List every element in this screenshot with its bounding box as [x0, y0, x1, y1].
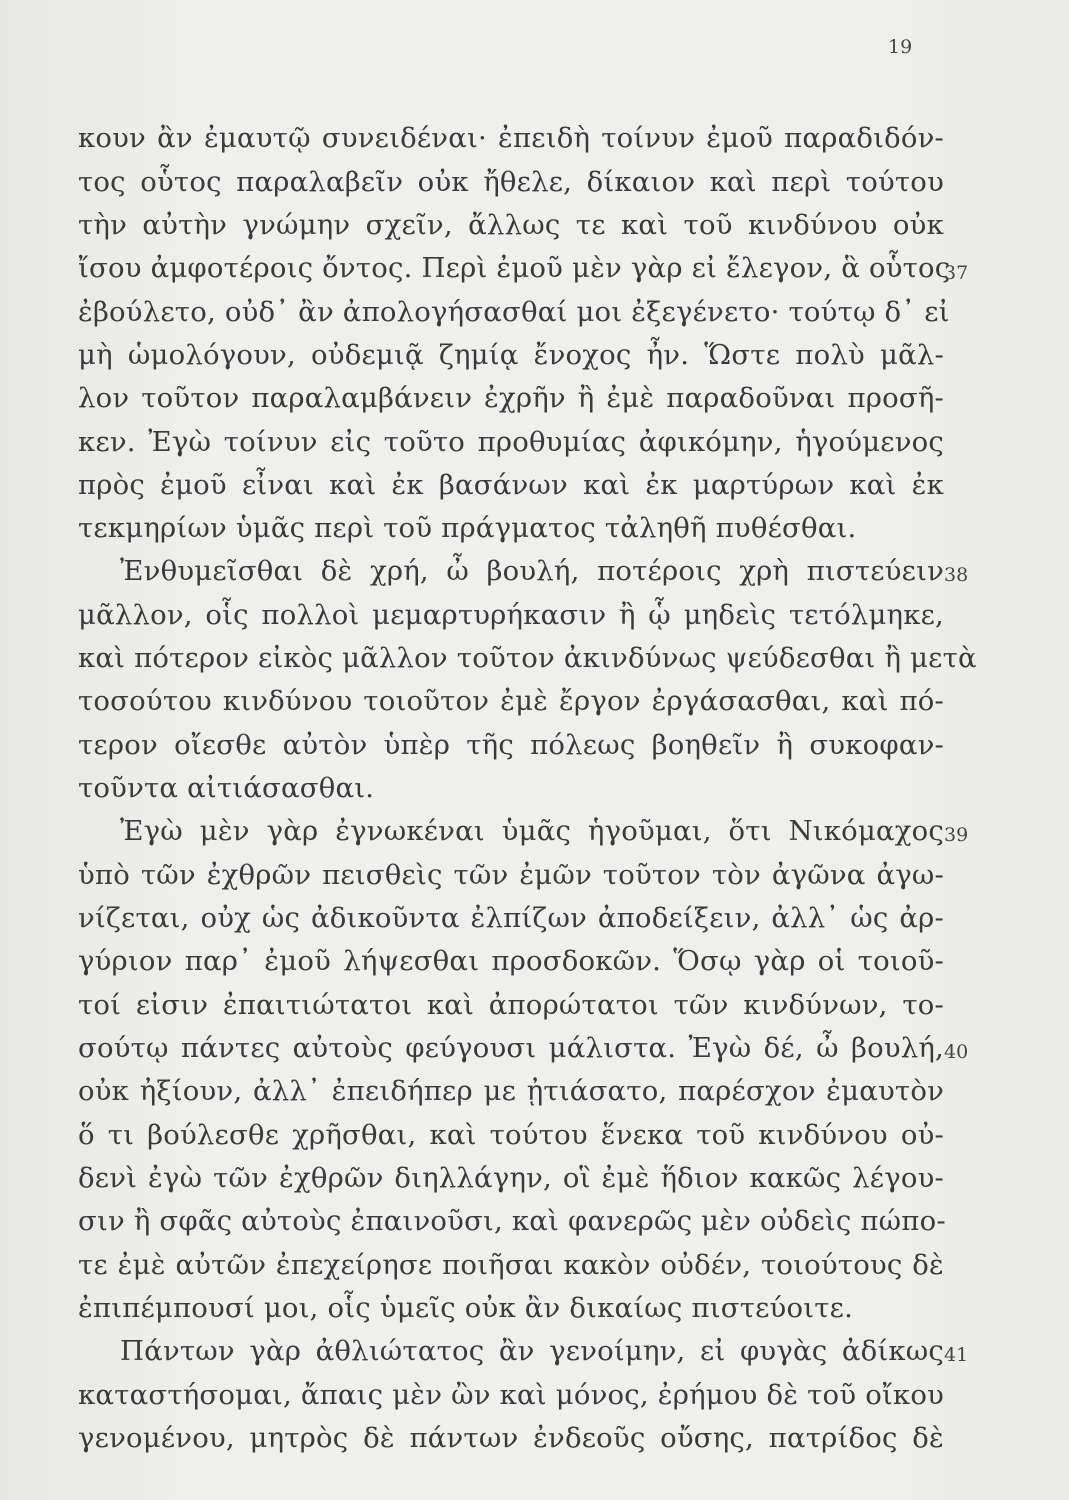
text-line: τὴν αὐτὴν γνώμην σχεῖν, ἄλλως τε καὶ τοῦ κινδύνου οὐκ — [78, 209, 944, 241]
text-line: ὑπὸ τῶν ἐχθρῶν πεισθεὶς τῶν ἐμῶν τοῦτον τὸν ἀγῶνα ἀγω- — [78, 859, 944, 891]
text-line: λον τοῦτον παραλαμβάνειν ἐχρῆν ἢ ἐμὲ παραδοῦναι προσῆ- — [78, 382, 944, 414]
section-number: 40 — [944, 1041, 969, 1063]
text-line: οὐκ ἠξίουν, ἀλλ᾽ ἐπειδήπερ με ᾐτιάσατο, παρέσχον ἐμαυτὸν — [78, 1075, 944, 1107]
text-line: σούτῳ πάντες αὐτοὺς φεύγουσι μάλιστα. Ἐγὼ δέ, ὦ βουλή, — [78, 1032, 944, 1064]
text-line: τοῦντα αἰτιάσασθαι. — [78, 772, 375, 804]
text-line: σιν ἢ σφᾶς αὐτοὺς ἐπαινοῦσι, καὶ φανερῶς μὲν οὐδεὶς πώπο- — [78, 1205, 946, 1237]
text-line: καταστήσομαι, ἄπαις μὲν ὢν καὶ μόνος, ἐρήμου δὲ τοῦ οἴκου — [78, 1379, 944, 1411]
text-line: Πάντων γὰρ ἀθλιώτατος ἂν γενοίμην, εἰ φυγὰς ἀδίκως — [120, 1335, 944, 1367]
text-line: καὶ πότερον εἰκὸς μᾶλλον τοῦτον ἀκινδύνως ψεύδεσθαι ἢ μετὰ — [78, 642, 977, 674]
text-line: πρὸς ἐμοῦ εἶναι καὶ ἐκ βασάνων καὶ ἐκ μαρτύρων καὶ ἐκ — [78, 469, 944, 501]
text-line: Ἐνθυμεῖσθαι δὲ χρή, ὦ βουλή, ποτέροις χρὴ πιστεύειν — [120, 555, 944, 587]
text-line: ἐπιπέμπουσί μοι, οἷς ὑμεῖς οὐκ ἂν δικαίως πιστεύοιτε. — [78, 1292, 854, 1324]
text-line: ἴσου ἀμφοτέροις ὄντος. Περὶ ἐμοῦ μὲν γὰρ εἰ ἔλεγον, ἃ οὗτος — [78, 252, 951, 284]
text-line: κεν. Ἐγὼ τοίνυν εἰς τοῦτο προθυμίας ἀφικόμην, ἡγούμενος — [78, 426, 944, 458]
text-line: ὅ τι βούλεσθε χρῆσθαι, καὶ τούτου ἕνεκα τοῦ κινδύνου οὐ- — [78, 1119, 944, 1151]
text-line: τοί εἰσιν ἐπαιτιώτατοι καὶ ἀπορώτατοι τῶν κινδύνων, το- — [78, 989, 944, 1021]
section-number: 38 — [944, 564, 969, 586]
text-line: κουν ἂν ἐμαυτῷ συνειδέναι· ἐπειδὴ τοίνυν ἐμοῦ παραδιδόν- — [78, 122, 944, 154]
text-line: τος οὗτος παραλαβεῖν οὐκ ἤθελε, δίκαιον καὶ περὶ τούτου — [78, 166, 944, 198]
text-line: τερον οἴεσθε αὐτὸν ὑπὲρ τῆς πόλεως βοηθεῖν ἢ συκοφαν- — [78, 729, 944, 761]
text-line: μὴ ὡμολόγουν, οὐδεμιᾷ ζημίᾳ ἔνοχος ἦν. Ὥστε πολὺ μᾶλ- — [78, 339, 944, 371]
text-line: τε ἐμὲ αὐτῶν ἐπεχείρησε ποιῆσαι κακὸν οὐδέν, τοιούτους δὲ — [78, 1249, 944, 1281]
section-number: 39 — [944, 824, 969, 846]
text-line: γενομένου, μητρὸς δὲ πάντων ἐνδεοῦς οὔσης, πατρίδος δὲ — [78, 1422, 944, 1454]
text-line: Ἐγὼ μὲν γὰρ ἐγνωκέναι ὑμᾶς ἡγοῦμαι, ὅτι Νικόμαχος — [120, 815, 944, 847]
text-line: νίζεται, οὐχ ὡς ἀδικοῦντα ἐλπίζων ἀποδείξειν, ἀλλ᾽ ὡς ἀρ- — [78, 902, 944, 934]
section-number: 41 — [944, 1344, 969, 1366]
text-line: τοσούτου κινδύνου τοιοῦτον ἐμὲ ἔργον ἐργάσασθαι, καὶ πό- — [78, 685, 944, 717]
text-line: γύριον παρ᾽ ἐμοῦ λήψεσθαι προσδοκῶν. Ὅσῳ γὰρ οἱ τοιοῦ- — [78, 945, 944, 977]
text-line: τεκμηρίων ὑμᾶς περὶ τοῦ πράγματος τἀληθῆ πυθέσθαι. — [78, 512, 857, 544]
text-line: δενὶ ἐγὼ τῶν ἐχθρῶν διηλλάγην, οἳ ἐμὲ ἥδιον κακῶς λέγου- — [78, 1162, 944, 1194]
section-number: 37 — [944, 262, 969, 284]
page-number: 19 — [888, 36, 913, 58]
text-line: μᾶλλον, οἷς πολλοὶ μεμαρτυρήκασιν ἢ ᾧ μηδεὶς τετόλμηκε, — [78, 599, 944, 631]
text-line: ἐβούλετο, οὐδ᾽ ἂν ἀπολογήσασθαί μοι ἐξεγένετο· τούτῳ δ᾽ εἰ — [78, 296, 950, 328]
